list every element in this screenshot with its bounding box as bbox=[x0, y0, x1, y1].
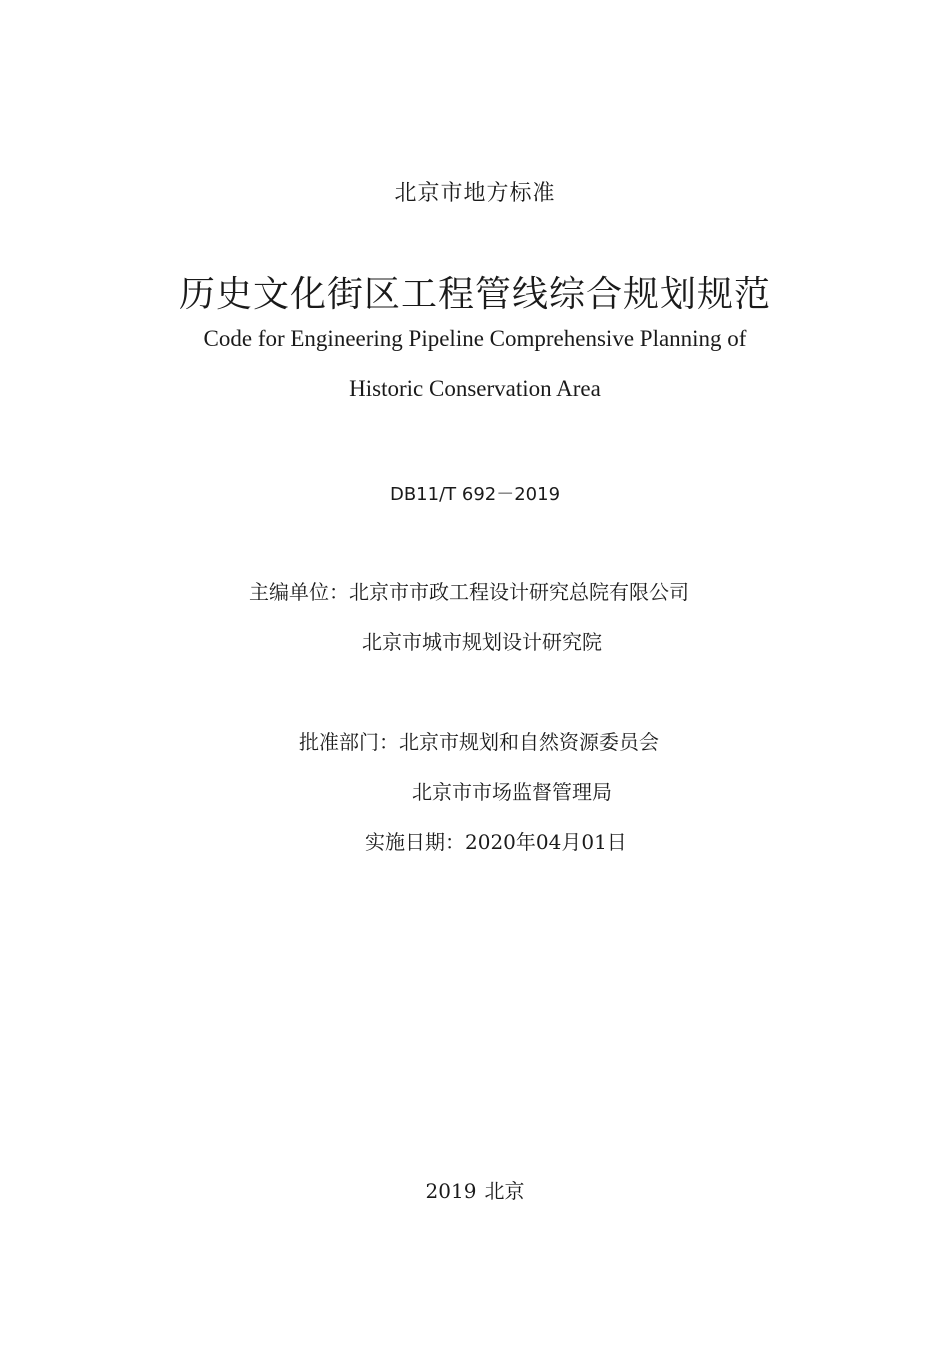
editor-row bbox=[249, 576, 689, 605]
effective-date-row bbox=[365, 826, 627, 855]
approver-row bbox=[299, 726, 659, 755]
editor-organization-1: 北京市市政工程设计研究总院有限公司 bbox=[349, 580, 689, 604]
editor-row-2 bbox=[362, 626, 602, 655]
effective-date-label: 实施日期： bbox=[365, 830, 465, 854]
editor-label: 主编单位： bbox=[249, 580, 349, 604]
standard-code: DB11/T 692－2019 bbox=[389, 484, 561, 505]
title-english-line2: Historic Conservation Area bbox=[349, 376, 601, 401]
standard-type: 北京市地方标准 bbox=[394, 181, 556, 206]
title-english-line1: Code for Engineering Pipeline Comprehensive Planning of bbox=[203, 326, 747, 351]
effective-date-value: 2020年04月01日 bbox=[465, 830, 627, 854]
title-chinese: 历史文化街区工程管线综合规划规范 bbox=[178, 274, 771, 315]
footer-place: 北京 bbox=[484, 1179, 525, 1203]
approver-organization-2: 北京市市场监督管理局 bbox=[412, 780, 612, 804]
approver-organization-1: 北京市规划和自然资源委员会 bbox=[399, 730, 659, 754]
footer-year: 2019 bbox=[425, 1179, 477, 1203]
editor-organization-2: 北京市城市规划设计研究院 bbox=[362, 630, 602, 654]
approver-row-2 bbox=[412, 776, 612, 805]
footer bbox=[0, 1175, 950, 1204]
approver-label: 批准部门： bbox=[299, 730, 399, 754]
